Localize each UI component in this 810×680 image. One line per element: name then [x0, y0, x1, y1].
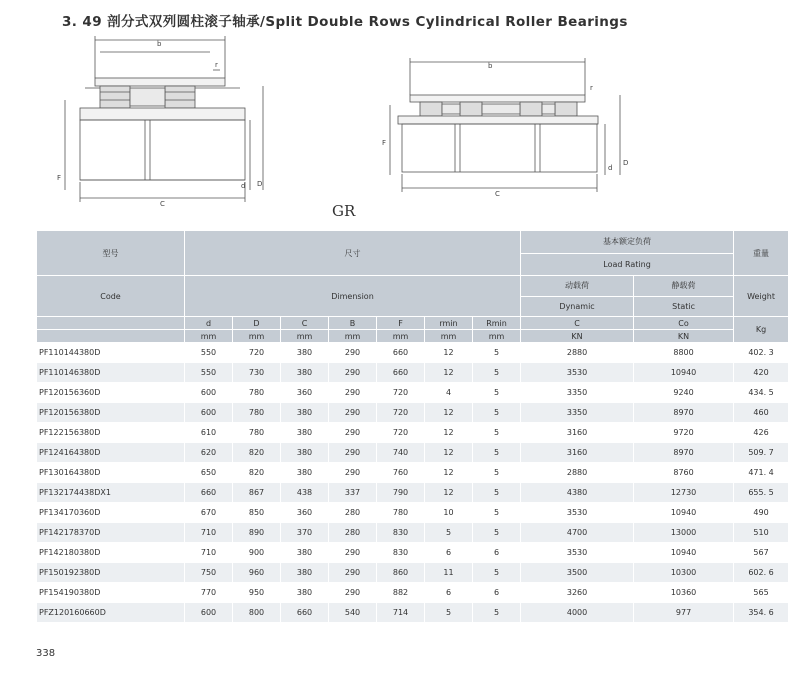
header-weight-en: Weight — [734, 276, 789, 317]
header-weight-cn: 重量 — [734, 231, 789, 276]
table-cell: 660 — [377, 343, 425, 363]
table-cell: 5 — [473, 363, 521, 383]
table-cell: 565 — [734, 583, 789, 603]
table-cell: 12 — [425, 443, 473, 463]
table-cell: 5 — [473, 463, 521, 483]
table-cell: 5 — [473, 423, 521, 443]
table-cell: 714 — [377, 603, 425, 623]
label-C: C — [495, 190, 500, 198]
unit-mm: mm — [425, 330, 473, 343]
table-cell: 720 — [377, 383, 425, 403]
header-load-cn: 基本额定负荷 — [521, 231, 734, 254]
table-cell: 770 — [185, 583, 233, 603]
table-cell: 3160 — [521, 443, 634, 463]
table-cell: 290 — [329, 543, 377, 563]
table-cell: 730 — [233, 363, 281, 383]
table-cell: 360 — [281, 383, 329, 403]
table-cell: 3160 — [521, 423, 634, 443]
table-cell: 5 — [473, 483, 521, 503]
table-cell: 780 — [377, 503, 425, 523]
bearing-drawing-left — [45, 30, 305, 210]
unit-mm: mm — [233, 330, 281, 343]
table-cell: 670 — [185, 503, 233, 523]
table-row — [37, 423, 789, 443]
table-cell: 337 — [329, 483, 377, 503]
table-cell: 655. 5 — [734, 483, 789, 503]
table-cell: 12 — [425, 363, 473, 383]
table-cell: 490 — [734, 503, 789, 523]
table-cell: 13000 — [634, 523, 734, 543]
table-cell: 8970 — [634, 443, 734, 463]
label-F: F — [57, 174, 62, 182]
label-b: b — [488, 62, 493, 70]
table-cell: 380 — [281, 363, 329, 383]
label-b: b — [157, 40, 162, 48]
table-row — [37, 563, 789, 583]
table-cell: 12 — [425, 423, 473, 443]
table-row — [37, 483, 789, 503]
table-cell: 6 — [425, 543, 473, 563]
table-cell: 3530 — [521, 503, 634, 523]
table-cell: 290 — [329, 423, 377, 443]
table-cell: 10940 — [634, 543, 734, 563]
table-cell: 5 — [473, 403, 521, 423]
table-cell: 780 — [233, 403, 281, 423]
page-number: 338 — [36, 648, 56, 659]
table-cell: 610 — [185, 423, 233, 443]
table-row — [37, 503, 789, 523]
table-cell: 860 — [377, 563, 425, 583]
cell-code: PF124164380D — [37, 443, 185, 463]
sym-F: F — [377, 317, 425, 330]
table-cell: 5 — [473, 523, 521, 543]
table-cell: 2880 — [521, 463, 634, 483]
table-cell: 380 — [281, 583, 329, 603]
table-cell: 290 — [329, 403, 377, 423]
table-cell: 2880 — [521, 343, 634, 363]
table-cell: 4380 — [521, 483, 634, 503]
table-cell: 3260 — [521, 583, 634, 603]
table-cell: 720 — [377, 403, 425, 423]
table-cell: 882 — [377, 583, 425, 603]
table-cell: 760 — [377, 463, 425, 483]
table-cell: 438 — [281, 483, 329, 503]
unit-mm: mm — [473, 330, 521, 343]
table-cell: 620 — [185, 443, 233, 463]
table-cell: 5 — [473, 563, 521, 583]
table-cell: 9720 — [634, 423, 734, 443]
table-cell: 830 — [377, 543, 425, 563]
table-cell: 8970 — [634, 403, 734, 423]
table-cell: 12 — [425, 483, 473, 503]
table-cell: 780 — [233, 423, 281, 443]
table-cell: 6 — [473, 543, 521, 563]
table-cell: 10300 — [634, 563, 734, 583]
table-cell: 402. 3 — [734, 343, 789, 363]
table-cell: 8800 — [634, 343, 734, 363]
table-cell: 380 — [281, 403, 329, 423]
sym-Rmin: Rmin — [473, 317, 521, 330]
cell-code: PF110146380D — [37, 363, 185, 383]
table-cell: 600 — [185, 403, 233, 423]
table-cell: 960 — [233, 563, 281, 583]
cell-code: PF120156380D — [37, 403, 185, 423]
table-cell: 5 — [473, 343, 521, 363]
label-D: D — [623, 159, 629, 167]
label-r: r — [590, 84, 593, 92]
table-cell: 6 — [473, 583, 521, 603]
table-cell: 567 — [734, 543, 789, 563]
table-row — [37, 443, 789, 463]
table-row — [37, 383, 789, 403]
cell-code: PF134170360D — [37, 503, 185, 523]
table-cell: 11 — [425, 563, 473, 583]
table-cell: 5 — [473, 383, 521, 403]
table-cell: 12 — [425, 403, 473, 423]
cell-code: PF110144380D — [37, 343, 185, 363]
table-cell: 290 — [329, 383, 377, 403]
header-dynamic-cn: 动载荷 — [521, 276, 634, 297]
sym-d: d — [185, 317, 233, 330]
sym-D: D — [233, 317, 281, 330]
page-title: 3. 49 剖分式双列圆柱滚子轴承/Split Double Rows Cylindrical Roller Bearings — [62, 14, 628, 30]
header-dim-cn: 尺寸 — [185, 231, 521, 276]
table-cell: 650 — [185, 463, 233, 483]
table-cell: 3530 — [521, 363, 634, 383]
table-cell: 3500 — [521, 563, 634, 583]
table-cell: 12 — [425, 343, 473, 363]
table-cell: 820 — [233, 463, 281, 483]
table-cell: 12 — [425, 463, 473, 483]
table-cell: 290 — [329, 583, 377, 603]
table-cell: 660 — [281, 603, 329, 623]
cell-code: PF122156380D — [37, 423, 185, 443]
table-cell: 720 — [377, 423, 425, 443]
bearing-spec-table — [36, 230, 789, 623]
table-cell: 10 — [425, 503, 473, 523]
table-row — [37, 583, 789, 603]
label-d: d — [241, 182, 246, 190]
table-cell: 3350 — [521, 403, 634, 423]
table-cell: 290 — [329, 463, 377, 483]
sym-C-dynamic: C — [521, 317, 634, 330]
table-cell: 4700 — [521, 523, 634, 543]
table-cell: 5 — [473, 503, 521, 523]
table-cell: 5 — [425, 603, 473, 623]
series-label: GR — [332, 202, 356, 220]
cell-code: PF142178370D — [37, 523, 185, 543]
table-cell: 900 — [233, 543, 281, 563]
table-cell: 550 — [185, 363, 233, 383]
table-row — [37, 343, 789, 363]
header-code-en: Code — [37, 276, 185, 317]
table-cell: 867 — [233, 483, 281, 503]
table-cell: 380 — [281, 423, 329, 443]
cell-code: PF142180380D — [37, 543, 185, 563]
cell-code: PF130164380D — [37, 463, 185, 483]
table-cell: 380 — [281, 543, 329, 563]
sym-B: B — [329, 317, 377, 330]
table-cell: 426 — [734, 423, 789, 443]
table-cell: 8760 — [634, 463, 734, 483]
table-cell: 360 — [281, 503, 329, 523]
label-r: r — [215, 61, 218, 69]
table-cell: 660 — [185, 483, 233, 503]
table-cell: 6 — [425, 583, 473, 603]
table-cell: 950 — [233, 583, 281, 603]
table-cell: 600 — [185, 603, 233, 623]
header-code-cn: 型号 — [37, 231, 185, 276]
unit-mm: mm — [185, 330, 233, 343]
table-cell: 720 — [233, 343, 281, 363]
table-row — [37, 543, 789, 563]
table-cell: 977 — [634, 603, 734, 623]
table-cell: 380 — [281, 343, 329, 363]
table-row — [37, 603, 789, 623]
table-row — [37, 363, 789, 383]
table-cell: 471. 4 — [734, 463, 789, 483]
cell-code: PF154190380D — [37, 583, 185, 603]
table-cell: 9240 — [634, 383, 734, 403]
table-cell: 434. 5 — [734, 383, 789, 403]
table-cell: 5 — [473, 443, 521, 463]
header-static-cn: 静载荷 — [634, 276, 734, 297]
cell-code: PF150192380D — [37, 563, 185, 583]
table-cell: 602. 6 — [734, 563, 789, 583]
table-cell: 290 — [329, 443, 377, 463]
table-cell: 550 — [185, 343, 233, 363]
header-blank — [37, 317, 185, 330]
table-cell: 5 — [425, 523, 473, 543]
label-d: d — [608, 164, 613, 172]
table-cell: 380 — [281, 443, 329, 463]
table-cell: 710 — [185, 543, 233, 563]
header-load-en: Load Rating — [521, 253, 734, 276]
unit-mm: mm — [281, 330, 329, 343]
bearing-drawing-right — [380, 50, 650, 200]
table-cell: 540 — [329, 603, 377, 623]
table-cell: 370 — [281, 523, 329, 543]
table-cell: 830 — [377, 523, 425, 543]
label-C: C — [160, 200, 165, 208]
table-cell: 790 — [377, 483, 425, 503]
table-row — [37, 463, 789, 483]
table-cell: 710 — [185, 523, 233, 543]
table-cell: 10940 — [634, 503, 734, 523]
table-cell: 5 — [473, 603, 521, 623]
header-dynamic-en: Dynamic — [521, 296, 634, 317]
table-cell: 510 — [734, 523, 789, 543]
cell-code: PF132174438DX1 — [37, 483, 185, 503]
header-dim-en: Dimension — [185, 276, 521, 317]
table-cell: 354. 6 — [734, 603, 789, 623]
table-cell: 380 — [281, 463, 329, 483]
table-cell: 420 — [734, 363, 789, 383]
table-cell: 380 — [281, 563, 329, 583]
table-cell: 750 — [185, 563, 233, 583]
unit-blank — [37, 330, 185, 343]
table-cell: 10360 — [634, 583, 734, 603]
sym-Kg: Kg — [734, 317, 789, 343]
table-cell: 820 — [233, 443, 281, 463]
table-cell: 740 — [377, 443, 425, 463]
header-static-en: Static — [634, 296, 734, 317]
table-cell: 280 — [329, 503, 377, 523]
table-cell: 460 — [734, 403, 789, 423]
unit-mm: mm — [377, 330, 425, 343]
table-cell: 4 — [425, 383, 473, 403]
table-cell: 850 — [233, 503, 281, 523]
table-cell: 780 — [233, 383, 281, 403]
cell-code: PFZ120160660D — [37, 603, 185, 623]
label-D: D — [257, 180, 263, 188]
table-cell: 600 — [185, 383, 233, 403]
table-cell: 3350 — [521, 383, 634, 403]
table-body — [37, 343, 789, 623]
table-cell: 290 — [329, 363, 377, 383]
cell-code: PF120156360D — [37, 383, 185, 403]
sym-C: C — [281, 317, 329, 330]
table-cell: 10940 — [634, 363, 734, 383]
table-cell: 800 — [233, 603, 281, 623]
table-row — [37, 523, 789, 543]
label-F: F — [382, 139, 387, 147]
table-row — [37, 403, 789, 423]
table-cell: 890 — [233, 523, 281, 543]
table-cell: 4000 — [521, 603, 634, 623]
table-cell: 280 — [329, 523, 377, 543]
table-cell: 3530 — [521, 543, 634, 563]
unit-KN: KN — [521, 330, 634, 343]
table-cell: 12730 — [634, 483, 734, 503]
sym-rmin: rmin — [425, 317, 473, 330]
unit-mm: mm — [329, 330, 377, 343]
sym-Co: Co — [634, 317, 734, 330]
table-cell: 509. 7 — [734, 443, 789, 463]
table-cell: 290 — [329, 343, 377, 363]
table-cell: 660 — [377, 363, 425, 383]
unit-KN: KN — [634, 330, 734, 343]
table-cell: 290 — [329, 563, 377, 583]
